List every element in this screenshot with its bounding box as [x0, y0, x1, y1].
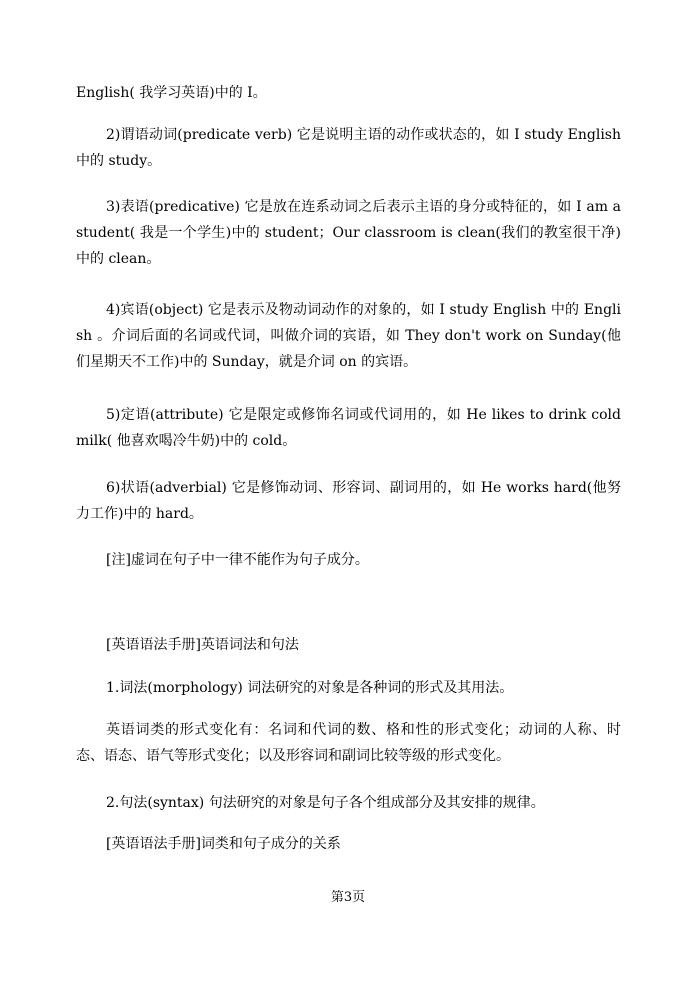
paragraph-attribute: 5)定语(attribute) 它是限定或修饰名词或代词用的，如 He likes to drink cold milk( 他喜欢喝冷牛奶)中的 cold。	[76, 407, 621, 449]
page-number: 第3页	[330, 890, 366, 905]
paragraph-predicate-verb: 2)谓语动词(predicate verb) 它是说明主语的动作或状态的，如 I study English 中的 study。	[76, 127, 621, 169]
paragraph-note: [注]虚词在句子中一律不能作为句子成分。	[106, 552, 369, 568]
paragraph-object: 4)宾语(object) 它是表示及物动词动作的对象的，如 I study English 中的 English 。介词后面的名词或代词，叫做介词的宾语，如 They don't work on Sunday(他们星期天不工作)中的 Sunday，就是介词 on 的宾语。	[76, 302, 621, 370]
paragraph-morphology: 1.词法(morphology) 词法研究的对象是各种词的形式及其用法。	[106, 680, 514, 696]
paragraph-predicative: 3)表语(predicative) 它是放在连系动词之后表示主语的身分或特征的，如 I am a student( 我是一个学生)中的 student；Our classroom is clean(我们的教室很干净)中的 clean。	[76, 199, 621, 267]
paragraph-subject-example-end: English( 我学习英语)中的 I。	[76, 85, 267, 101]
section-heading-morphology-syntax: [英语语法手册]英语词法和句法	[106, 637, 299, 653]
paragraph-adverbial: 6)状语(adverbial) 它是修饰动词、形容词、副词用的，如 He works hard(他努力工作)中的 hard。	[76, 480, 621, 522]
paragraph-syntax: 2.句法(syntax) 句法研究的对象是句子各个组成部分及其安排的规律。	[106, 795, 545, 811]
section-heading-word-class-relation: [英语语法手册]词类和句子成分的关系	[106, 836, 341, 852]
paragraph-word-forms: 英语词类的形式变化有：名词和代词的数、格和性的形式变化；动词的人称、时态、语态、语气等形式变化；以及形容词和副词比较等级的形式变化。	[76, 722, 621, 764]
